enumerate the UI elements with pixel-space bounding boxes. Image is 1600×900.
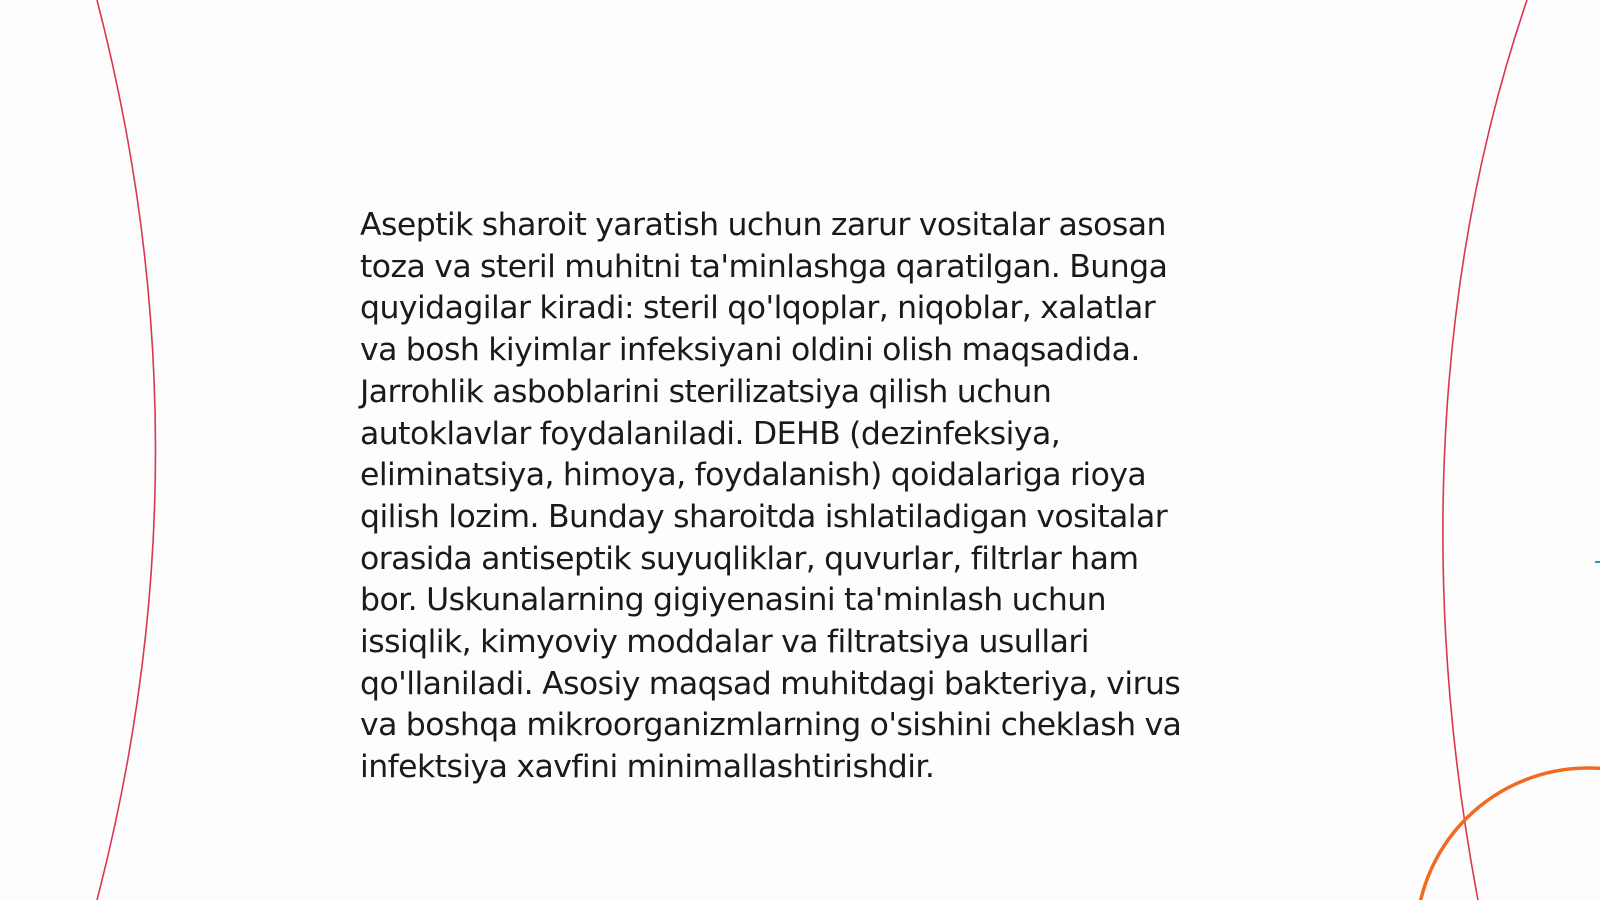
paragraph-line: orasida antiseptik suyuqliklar, quvurlar, filtrlar ham [360,540,1139,577]
paragraph-line: issiqlik, kimyoviy moddalar va filtratsiya usullari [360,624,1089,661]
right-red-curve [1443,0,1527,900]
left-red-curve [97,0,156,900]
paragraph-line: Jarrohlik asboblarini sterilizatsiya qilish uchun [360,373,1052,410]
paragraph-line: va bosh kiyimlar infeksiyani oldini olish maqsadida. [360,332,1140,369]
paragraph-line: Aseptik sharoit yaratish uchun zarur vositalar asosan [360,207,1166,243]
paragraph-line: qilish lozim. Bunday sharoitda ishlatiladigan vositalar [360,498,1168,535]
paragraph-line: eliminatsiya, himoya, foydalanish) qoidalariga rioya [360,457,1147,494]
body-paragraph [360,205,1250,789]
paragraph-line: bor. Uskunalarning gigiyenasini ta'minlash uchun [360,582,1107,619]
paragraph-line: quyidagilar kiradi: steril qo'lqoplar, niqoblar, xalatlar [360,290,1156,327]
orange-circle-arc [1416,768,1600,900]
paragraph-line: toza va steril muhitni ta'minlashga qaratilgan. Bunga [360,248,1168,285]
paragraph-line: autoklavlar foydalaniladi. DEHB (dezinfeksiya, [360,415,1061,452]
paragraph-line: va boshqa mikroorganizmlarning o'sishini cheklash va [360,707,1182,744]
paragraph-line: qo'llaniladi. Asosiy maqsad muhitdagi bakteriya, virus [360,665,1181,702]
paragraph-line: infektsiya xavfini minimallashtirishdir. [360,749,935,786]
